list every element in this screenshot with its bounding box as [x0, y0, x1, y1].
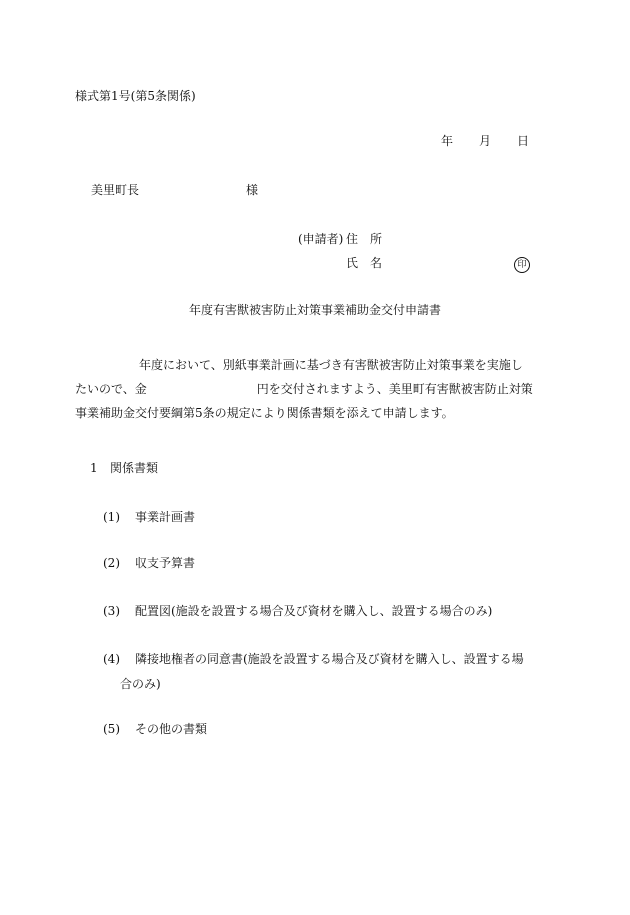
document-item — [103, 603, 492, 619]
document-title: 年度有害獣被害防止対策事業補助金交付申請書 — [188, 303, 441, 317]
item-text: 隣接地権者の同意書(施設を設置する場合及び資材を購入し、設置する場 — [135, 652, 524, 666]
date-year: 年 — [441, 134, 454, 148]
item-number: (3) — [103, 604, 120, 618]
applicant-address-label: 住 所 — [346, 232, 383, 246]
item-text: 配置図(施設を設置する場合及び資材を購入し、設置する場合のみ) — [135, 604, 493, 618]
body-part1: 年度において、別紙事業計画に基づき有害獣被害防止対策事業を実施し — [139, 358, 523, 372]
section-number: 1 — [90, 461, 98, 475]
document-item — [103, 647, 563, 697]
item-text: その他の書類 — [135, 722, 208, 736]
body-text — [75, 353, 555, 425]
body-part2: たいので、金 — [75, 382, 147, 396]
item-text: 収支予算書 — [135, 556, 196, 570]
document-item — [103, 509, 195, 525]
item-number: (5) — [103, 722, 120, 736]
body-part4: 事業補助金交付要綱第5条の規定により関係書類を添えて申請します。 — [75, 406, 454, 420]
seal-mark: 印 — [514, 255, 530, 273]
date-month: 月 — [479, 134, 492, 148]
section-title: 関係書類 — [110, 461, 159, 475]
addressee-honorific: 様 — [246, 183, 259, 197]
form-number: 様式第1号(第5条関係) — [75, 89, 196, 103]
body-part3: 円を交付されますよう、美里町有害獣被害防止対策 — [256, 382, 533, 396]
applicant-name-label: 氏 名 — [346, 256, 383, 270]
applicant-role: (申請者) — [298, 232, 344, 246]
item-number: (2) — [103, 556, 120, 570]
document-item — [103, 555, 195, 571]
addressee-name: 美里町長 — [91, 183, 140, 197]
item-number: (4) — [103, 652, 120, 666]
item-text: 事業計画書 — [135, 510, 196, 524]
item-text-continued: 合のみ) — [120, 677, 161, 691]
date-day: 日 — [517, 134, 530, 148]
document-item — [103, 721, 207, 737]
section-heading — [90, 460, 158, 476]
item-number: (1) — [103, 510, 120, 524]
